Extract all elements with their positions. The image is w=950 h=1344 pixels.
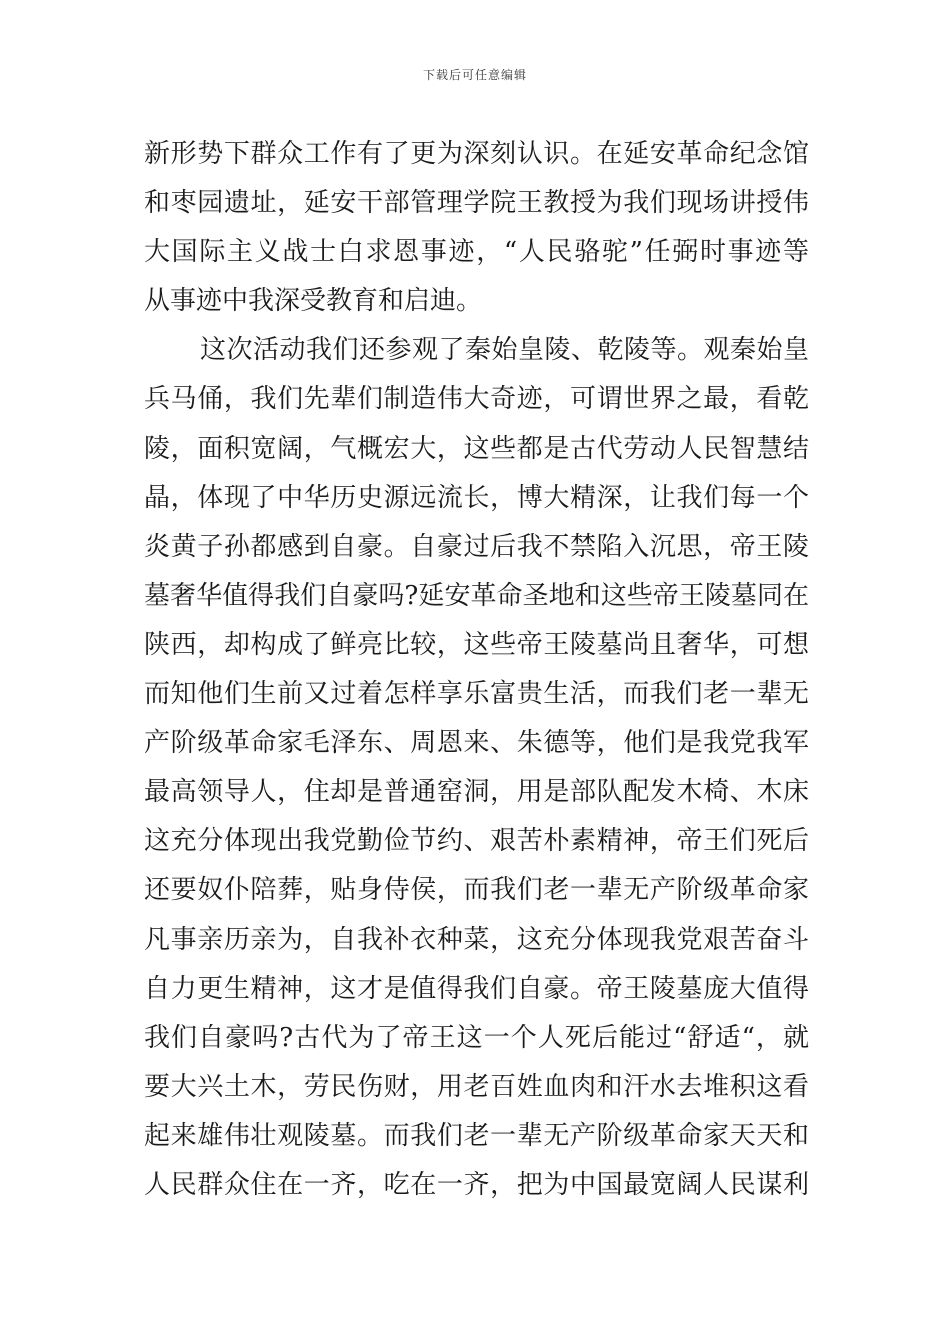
text-line: 晶，体现了中华历史源远流长，博大精深，让我们每一个: [144, 482, 809, 513]
text-line: 墓奢华值得我们自豪吗?延安革命圣地和这些帝王陵墓同在: [144, 580, 809, 611]
text-line: 陕西，却构成了鲜亮比较，这些帝王陵墓尚且奢华，可想: [144, 629, 809, 660]
text-line: 起来雄伟壮观陵墓。而我们老一辈无产阶级革命家天天和: [144, 1120, 809, 1151]
text-line: 兵马俑，我们先辈们制造伟大奇迹，可谓世界之最，看乾: [144, 384, 809, 415]
text-line: 从事迹中我深受教育和启迪。: [144, 286, 483, 317]
text-line: 我们自豪吗?古代为了帝王这一个人死后能过“舒适“，就: [144, 1022, 809, 1053]
text-line: 而知他们生前又过着怎样享乐富贵生活，而我们老一辈无: [144, 679, 809, 710]
text-line: 陵，面积宽阔，气概宏大，这些都是古代劳动人民智慧结: [144, 433, 809, 464]
text-line: 炎黄子孙都感到自豪。自豪过后我不禁陷入沉思，帝王陵: [144, 531, 809, 562]
page-header: 下载后可任意编辑: [422, 68, 527, 82]
text-line: 凡事亲历亲为，自我补衣种菜，这充分体现我党艰苦奋斗: [144, 924, 809, 955]
text-line: 这充分体现出我党勤俭节约、艰苦朴素精神，帝王们死后: [144, 826, 809, 857]
text-line: 产阶级革命家毛泽东、周恩来、朱德等，他们是我党我军: [144, 728, 809, 759]
text-line: 这次活动我们还参观了秦始皇陵、乾陵等。观秦始皇: [200, 335, 809, 366]
text-line: 和枣园遗址，延安干部管理学院王教授为我们现场讲授伟: [144, 188, 809, 219]
text-line: 最高领导人，住却是普通窑洞，用是部队配发木椅、木床: [144, 777, 809, 808]
text-line: 要大兴土木，劳民伤财，用老百姓血肉和汗水去堆积这看: [144, 1071, 809, 1102]
text-line: 新形势下群众工作有了更为深刻认识。在延安革命纪念馆: [144, 139, 809, 169]
text-line: 还要奴仆陪葬，贴身侍侯，而我们老一辈无产阶级革命家: [144, 875, 809, 906]
text-line: 大国际主义战士白求恩事迹，“人民骆驼”任弼时事迹等: [144, 237, 809, 268]
document-body: [144, 130, 809, 1210]
text-line: 自力更生精神，这才是值得我们自豪。帝王陵墓庞大值得: [144, 973, 809, 1004]
text-line: 人民群众住在一齐，吃在一齐，把为中国最宽阔人民谋利: [144, 1169, 809, 1200]
